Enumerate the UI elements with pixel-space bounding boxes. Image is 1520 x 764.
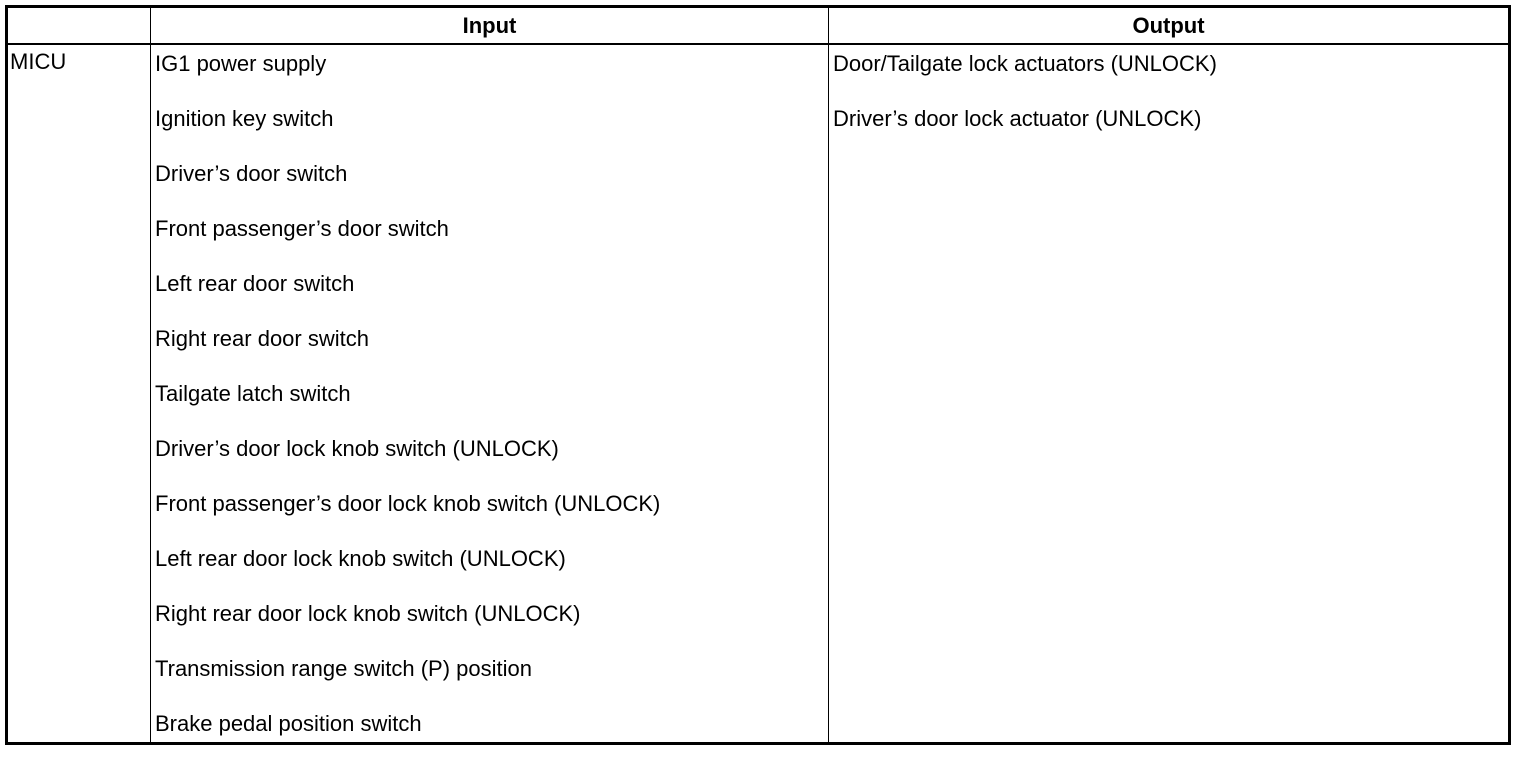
io-table xyxy=(5,5,1511,745)
input-item: Right rear door lock knob switch (UNLOCK) xyxy=(155,601,581,626)
output-item: Driver’s door lock actuator (UNLOCK) xyxy=(833,106,1202,131)
output-item: Door/Tailgate lock actuators (UNLOCK) xyxy=(833,51,1217,76)
input-item: Transmission range switch (P) position xyxy=(155,656,532,681)
input-item: Driver’s door lock knob switch (UNLOCK) xyxy=(155,436,559,461)
output-list xyxy=(833,49,1503,159)
input-column-header: Input xyxy=(462,13,517,38)
input-item: Ignition key switch xyxy=(155,106,334,131)
input-item: Right rear door switch xyxy=(155,326,369,351)
input-item: Front passenger’s door lock knob switch (UNLOCK) xyxy=(155,491,661,516)
input-item: Tailgate latch switch xyxy=(155,381,351,406)
column-divider xyxy=(150,8,151,742)
module-name-cell: MICU xyxy=(10,49,67,74)
input-item: Brake pedal position switch xyxy=(155,711,422,736)
input-item: Left rear door switch xyxy=(155,271,355,296)
input-item: Driver’s door switch xyxy=(155,161,348,186)
output-column-header: Output xyxy=(1132,13,1205,38)
input-item: IG1 power supply xyxy=(155,51,327,76)
column-divider xyxy=(828,8,829,742)
input-list xyxy=(155,49,825,764)
input-item: Left rear door lock knob switch (UNLOCK) xyxy=(155,546,566,571)
input-item: Front passenger’s door switch xyxy=(155,216,449,241)
